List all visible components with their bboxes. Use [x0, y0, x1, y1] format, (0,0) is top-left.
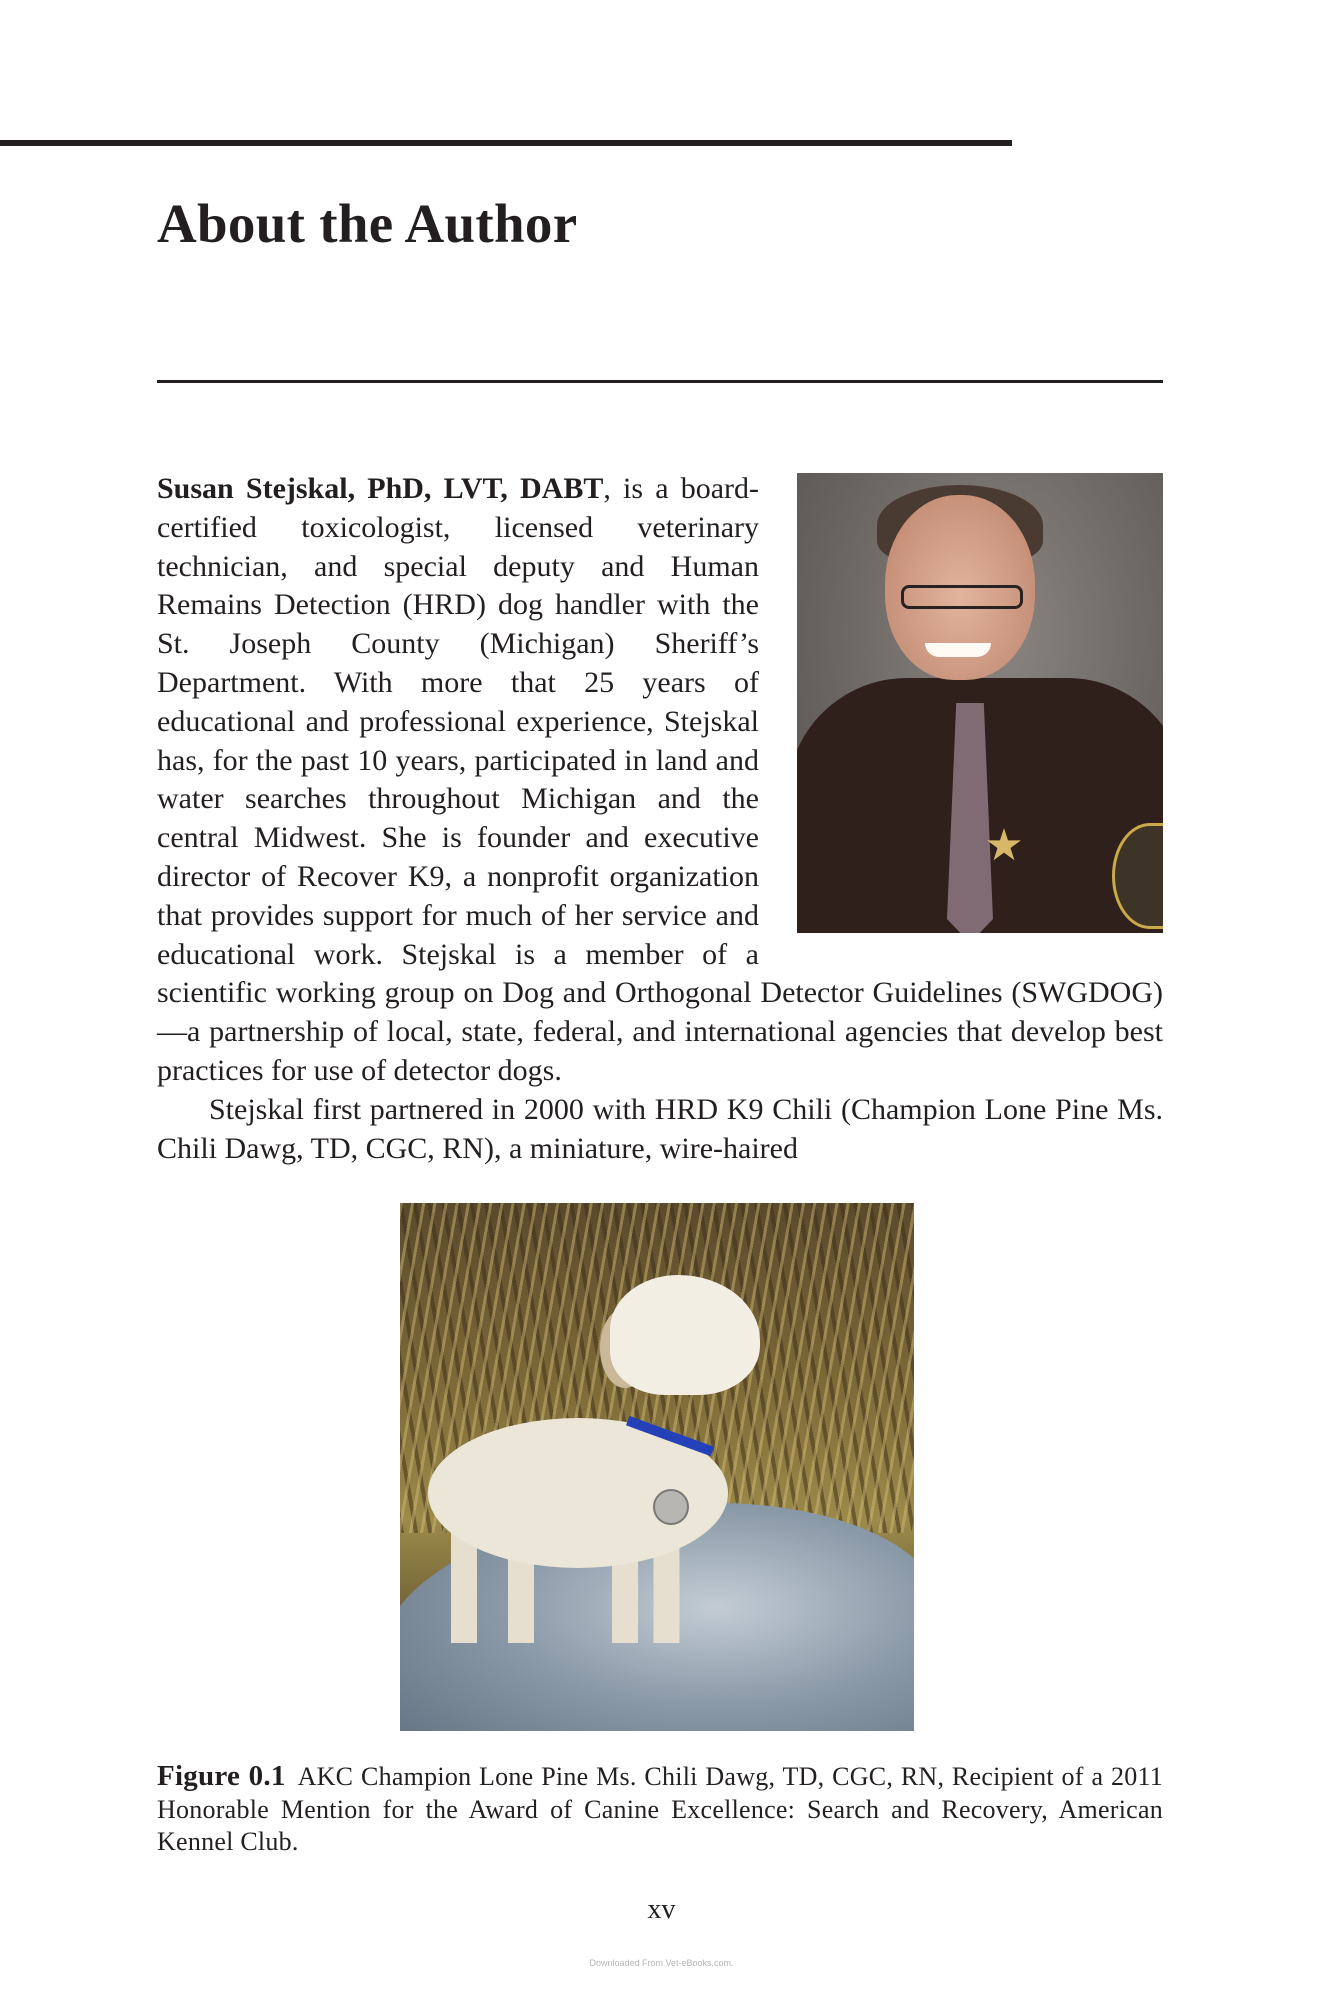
top-rule: [0, 140, 1012, 146]
footer-note: Downloaded From Vet-eBooks.com.: [589, 1958, 734, 1968]
medal-icon: [653, 1489, 689, 1525]
page-number: xv: [647, 1894, 676, 1925]
bio-paragraph-2: Stejskal first partnered in 2000 with HRD K9 Chili (Champion Lone Pine Ms. Chili Dawg, TD, CGC, RN), a miniature, wire-haired: [157, 1092, 1163, 1165]
author-name: Susan Stejskal, PhD, LVT, DABT: [157, 472, 604, 505]
bio-paragraph-1-text: , is a board-certified toxicologist, licensed veterinary technician, and special deputy and Human Remains Detection (HRD) dog handler with the St. Joseph County (Michigan) Sheriff’s Department. With more that 25 years of educational and professional experience, Stejskal has, for the past 10 years, participated in land and water searches throughout Michigan and the central Midwest. She is founder and executive director of Recover K9, a nonprofit organization that provides support for much of her service and educational work. Stejskal is a member of a scientific working group on Dog and Orthogonal Detector Guidelines (SWGDOG)—a partnership of local, state, federal, and international agencies that develop best practices for use of detector dogs.: [157, 472, 1163, 1087]
author-smile: [925, 643, 991, 657]
dog-photo: [400, 1203, 914, 1731]
author-glasses: [901, 585, 1023, 609]
bio-text: [157, 470, 1163, 1168]
figure-caption: [157, 1760, 1163, 1859]
author-photo: [797, 473, 1163, 933]
figure-caption-text: AKC Champion Lone Pine Ms. Chili Dawg, TD, CGC, RN, Recipient of a 2011 Honorable Mention for the Award of Canine Excellence: Search and Recovery, American Kennel Club.: [157, 1762, 1163, 1856]
figure-label: Figure 0.1: [157, 1760, 286, 1792]
title-rule: [157, 380, 1163, 383]
sheriff-badge-icon: ★: [984, 821, 1024, 870]
page-title: About the Author: [157, 193, 578, 254]
